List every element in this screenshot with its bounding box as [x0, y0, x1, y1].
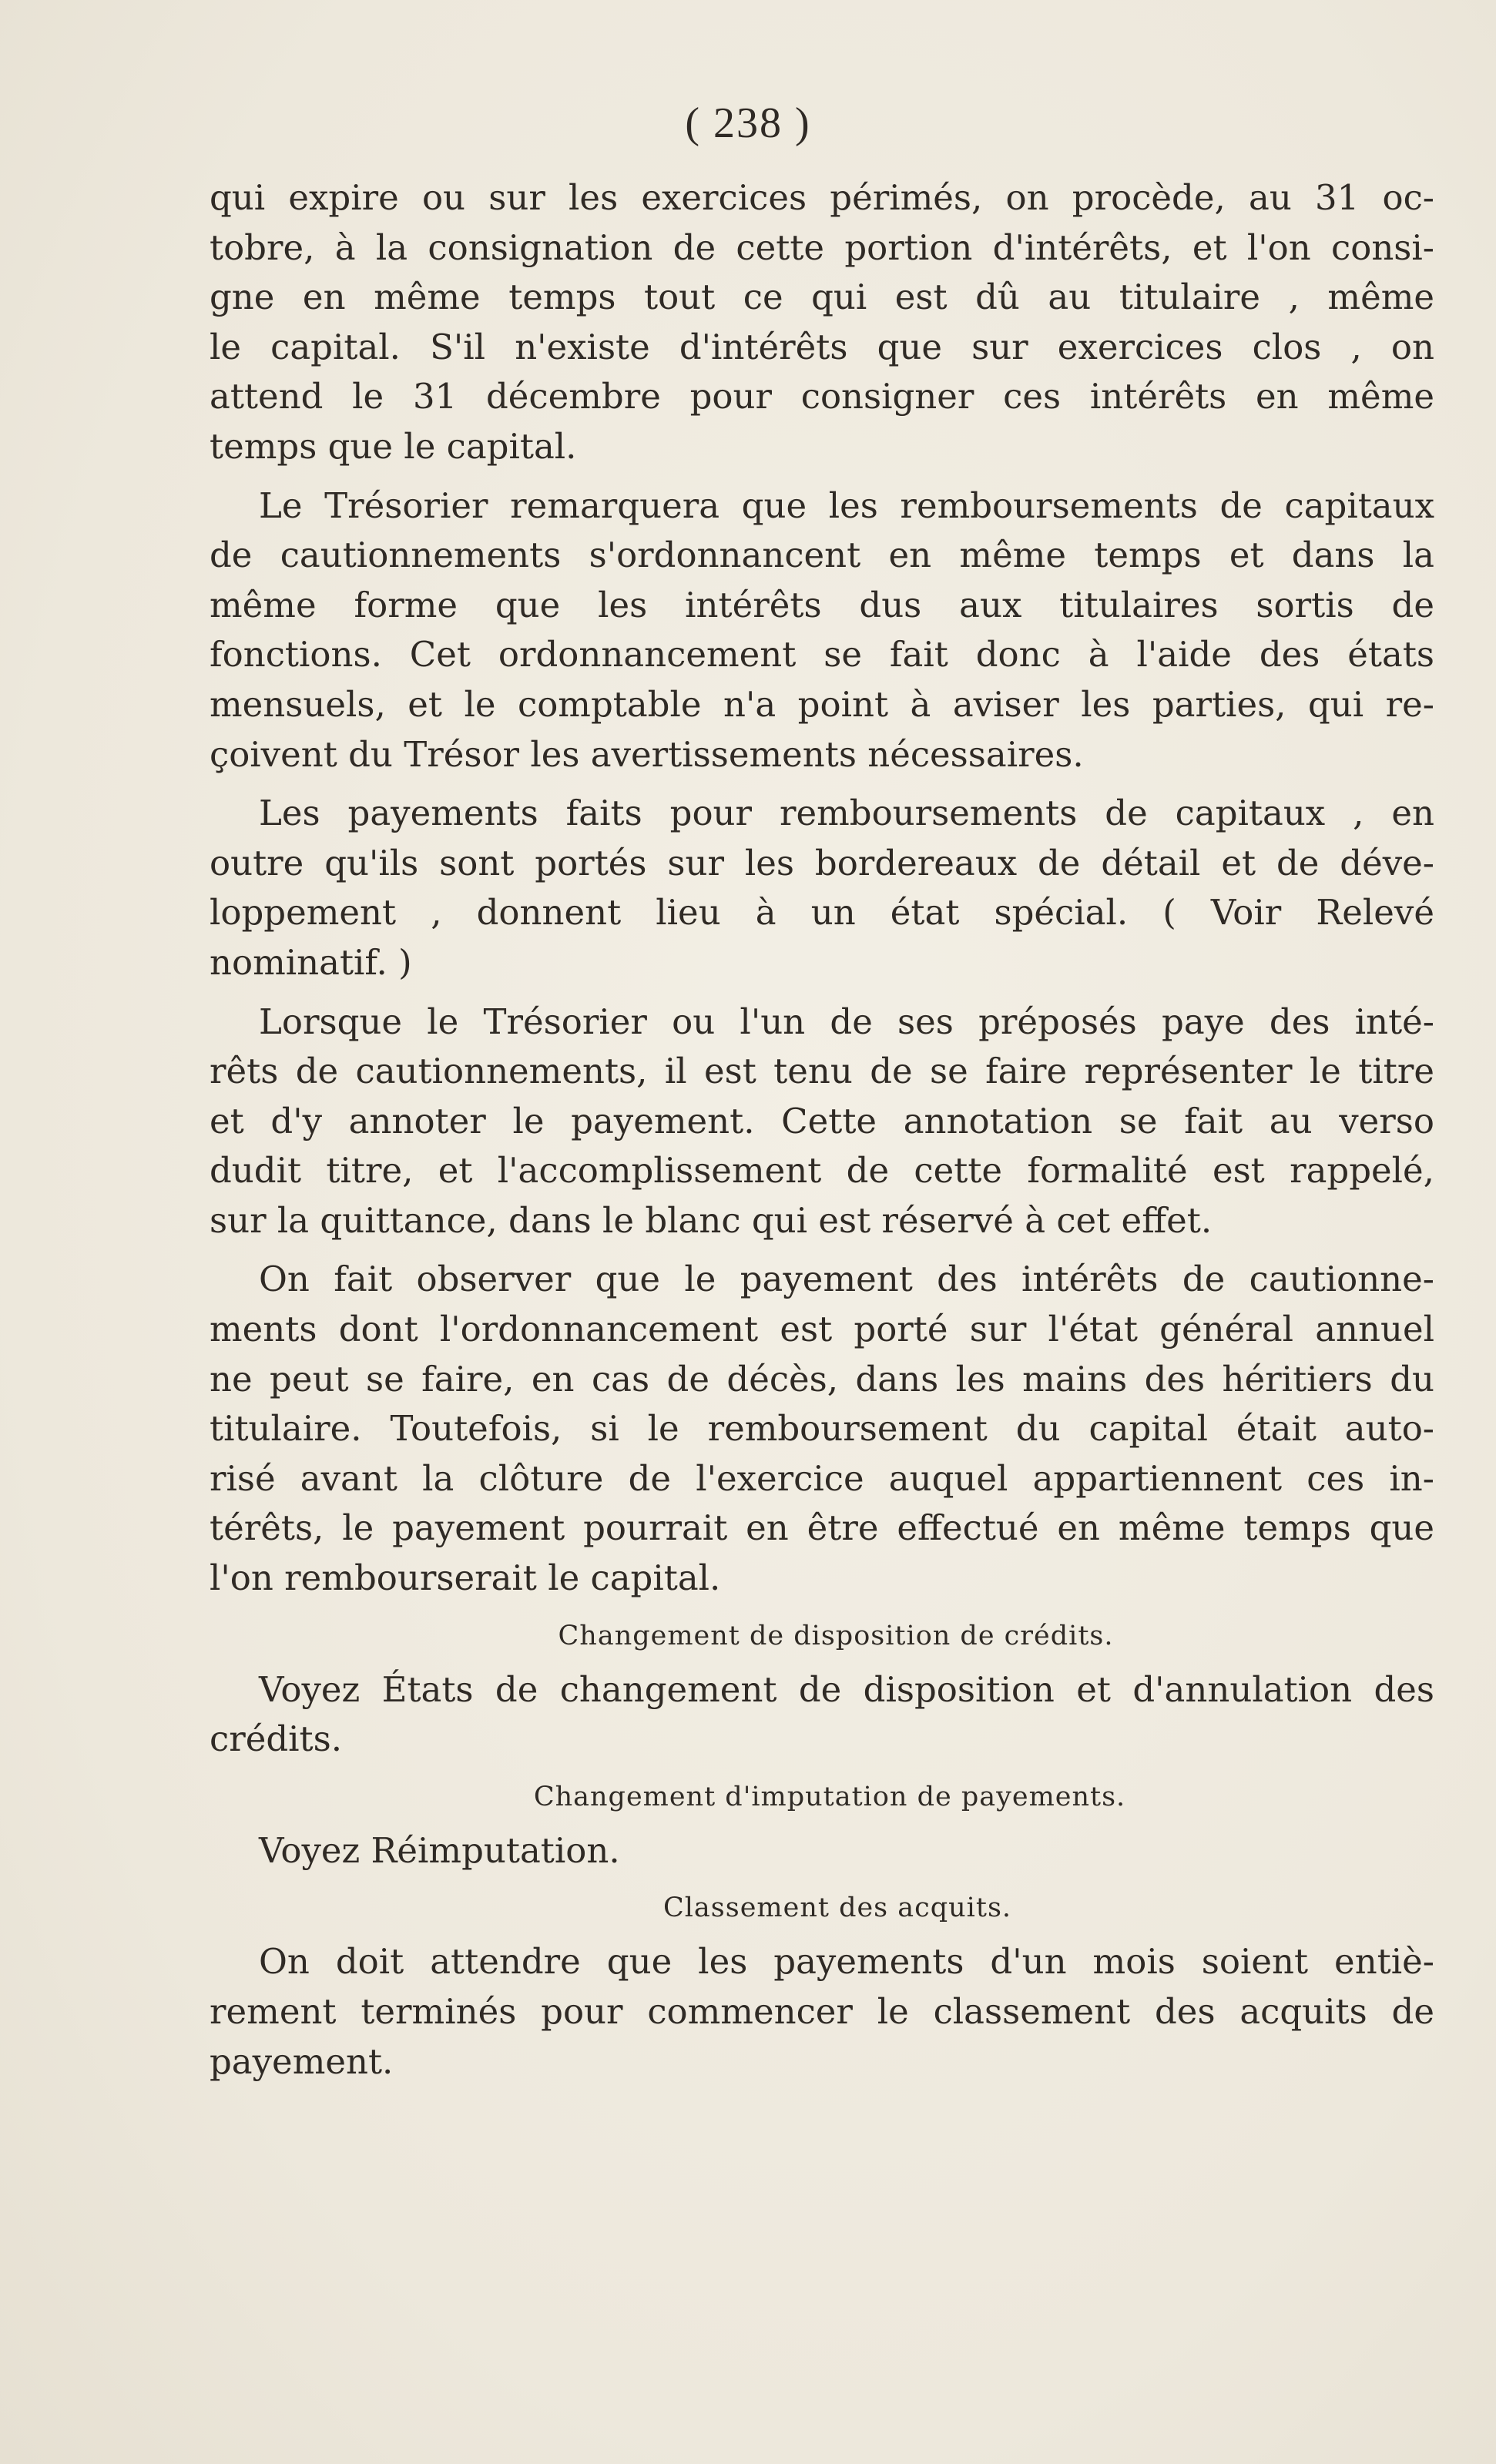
- text-line: çoivent du Trésor les avertissements nécessaires.: [210, 733, 1084, 775]
- text-line: temps que le capital.: [210, 425, 577, 467]
- paragraph: [210, 1665, 1434, 1765]
- text-line: ments dont l'ordonnancement est porté sur l'état général annuel: [210, 1309, 1434, 1350]
- text-line: Lorsque le Trésorier ou l'un de ses préposés paye des inté-: [259, 1001, 1434, 1042]
- paragraph: [210, 789, 1434, 987]
- paragraph: [210, 1255, 1434, 1603]
- section-heading: Changement de disposition de crédits.: [558, 1620, 1114, 1651]
- text-line: gne en même temps tout ce qui est dû au titulaire , même: [210, 277, 1434, 318]
- text-line: payement.: [210, 2040, 394, 2082]
- text-line: ne peut se faire, en cas de décès, dans les mains des héritiers du: [210, 1358, 1434, 1400]
- text-line: attend le 31 décembre pour consigner ces intérêts en même: [210, 376, 1434, 417]
- text-line: l'on rembourserait le capital.: [210, 1557, 721, 1599]
- text-line: sur la quittance, dans le blanc qui est réservé à cet effet.: [210, 1199, 1213, 1241]
- text-line: On doit attendre que les payements d'un mois soient entiè-: [259, 1941, 1434, 1983]
- text-line: loppement , donnent lieu à un état spécial. ( Voir Relevé: [210, 892, 1434, 934]
- page-number: ( 238 ): [685, 99, 811, 147]
- text-line: nominatif. ): [210, 941, 412, 983]
- text-line: risé avant la clôture de l'exercice auquel appartiennent ces in-: [210, 1457, 1434, 1499]
- paragraph: [210, 1826, 1434, 1876]
- text-line: titulaire. Toutefois, si le remboursement du capital était auto-: [210, 1408, 1434, 1450]
- text-line: rêts de cautionnements, il est tenu de se faire représenter le titre: [210, 1051, 1434, 1092]
- text-line: de cautionnements s'ordonnancent en même temps et dans la: [210, 535, 1434, 576]
- paragraph: [210, 997, 1434, 1246]
- text-line: térêts, le payement pourrait en être effectué en même temps que: [210, 1507, 1434, 1549]
- text-line: qui expire ou sur les exercices périmés, on procède, au 31 oc-: [210, 177, 1434, 218]
- text-line: outre qu'ils sont portés sur les bordereaux de détail et de déve-: [210, 842, 1434, 883]
- text-line: fonctions. Cet ordonnancement se fait donc à l'aide des états: [210, 634, 1434, 676]
- text-line: rement terminés pour commencer le classement des acquits de: [210, 1991, 1434, 2032]
- text-line: Le Trésorier remarquera que les remboursements de capitaux: [259, 484, 1434, 526]
- page-body: [210, 173, 1434, 2096]
- text-line: mensuels, et le comptable n'a point à aviser les parties, qui re-: [210, 683, 1434, 725]
- text-line: dudit titre, et l'accomplissement de cette formalité est rappelé,: [210, 1150, 1434, 1192]
- text-line: et d'y annoter le payement. Cette annotation se fait au verso: [210, 1100, 1434, 1141]
- section-heading: Classement des acquits.: [662, 1892, 1012, 1924]
- paragraph: [210, 1937, 1434, 2087]
- paragraph: [210, 481, 1434, 780]
- text-line: crédits.: [210, 1718, 343, 1760]
- text-line: même forme que les intérêts dus aux titulaires sortis de: [210, 584, 1434, 625]
- text-line: On fait observer que le payement des intérêts de cautionne-: [259, 1259, 1434, 1300]
- text-line: Voyez Réimputation.: [259, 1829, 620, 1871]
- text-line: Les payements faits pour remboursements de capitaux , en: [259, 793, 1434, 834]
- text-line: Voyez États de changement de disposition et d'annulation des: [259, 1668, 1434, 1710]
- text-line: le capital. S'il n'existe d'intérêts que sur exercices clos , on: [210, 326, 1434, 367]
- text-line: tobre, à la consignation de cette portion d'intérêts, et l'on consi-: [210, 226, 1434, 268]
- paragraph: [210, 173, 1434, 472]
- section-heading: Changement d'imputation de payements.: [533, 1781, 1126, 1812]
